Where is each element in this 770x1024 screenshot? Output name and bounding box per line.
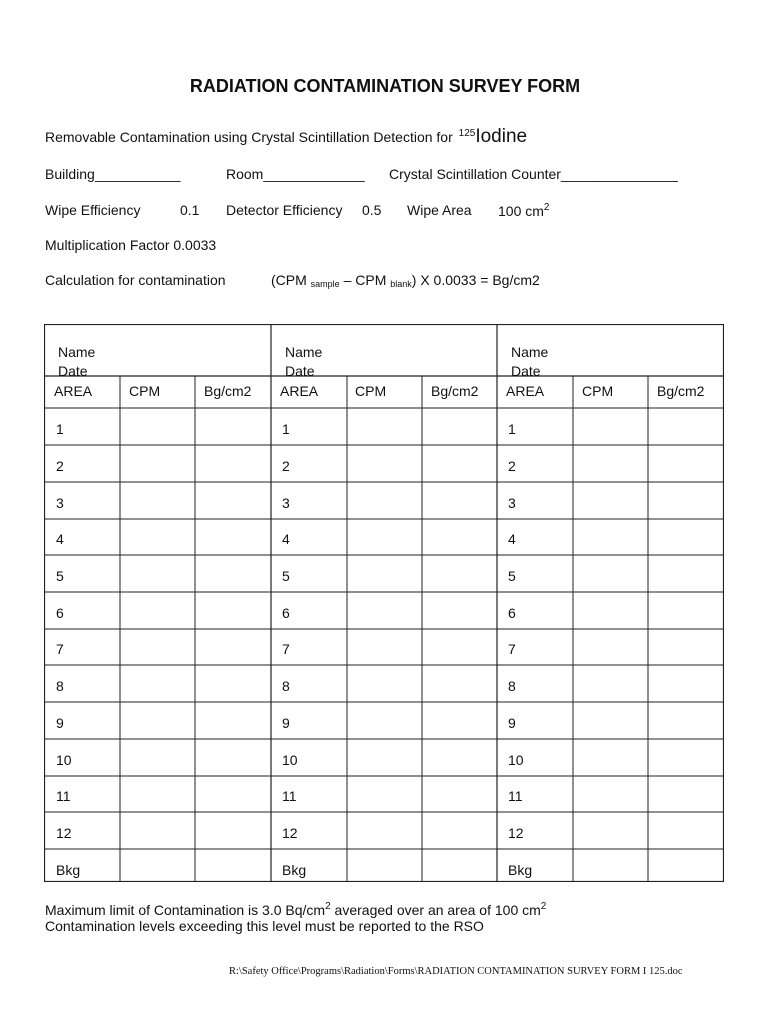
row-label: 2 xyxy=(508,458,516,474)
row-label: 11 xyxy=(56,788,71,804)
calculation-label: Calculation for contamination xyxy=(45,272,226,288)
detector-efficiency-label: Detector Efficiency xyxy=(226,202,343,218)
row-label: Bkg xyxy=(508,862,533,878)
row-label: 11 xyxy=(282,788,297,804)
multiplication-factor: Multiplication Factor 0.0033 xyxy=(45,237,217,253)
reporting-note: Contamination levels exceeding this level must be reported to the RSO xyxy=(45,918,484,934)
group3-date-label: Date xyxy=(511,363,541,379)
row-label: 7 xyxy=(56,641,64,657)
row-label: 12 xyxy=(508,825,524,841)
room-field[interactable]: Room_____________ xyxy=(226,166,365,182)
group1-date-label: Date xyxy=(58,363,88,379)
row-label: 12 xyxy=(56,825,72,841)
group3-area-header: AREA xyxy=(506,383,545,399)
file-path-footer: R:\Safety Office\Programs\Radiation\Forms\RADIATION CONTAMINATION SURVEY FORM I 125.doc xyxy=(229,966,683,977)
isotope-mass: 125 xyxy=(458,128,476,139)
group3-unit-header: Bg/cm2 xyxy=(657,383,705,399)
formula-sample: sample xyxy=(310,279,340,289)
row-label: 9 xyxy=(56,715,64,731)
group1-area-header: AREA xyxy=(54,383,93,399)
row-label: 8 xyxy=(508,678,516,694)
row-label: 9 xyxy=(282,715,290,731)
row-label: 8 xyxy=(56,678,64,694)
row-label: 2 xyxy=(56,458,64,474)
row-label: Bkg xyxy=(282,862,307,878)
group2-area-header: AREA xyxy=(280,383,319,399)
form-title: RADIATION CONTAMINATION SURVEY FORM xyxy=(189,76,581,96)
contamination-limit-note xyxy=(45,901,546,918)
wipe-area-exponent: 2 xyxy=(543,202,550,213)
row-label: 9 xyxy=(508,715,516,731)
row-label: 5 xyxy=(56,568,64,584)
formula-open: (CPM xyxy=(271,272,307,288)
row-label: 3 xyxy=(56,495,64,511)
group1-name-label: Name xyxy=(58,344,96,360)
group3-cpm-header: CPM xyxy=(582,383,614,399)
wipe-efficiency-label: Wipe Efficiency xyxy=(45,202,141,218)
row-label: 5 xyxy=(282,568,290,584)
note1-part-b: averaged over an area of 100 cm xyxy=(330,902,541,918)
row-label: 7 xyxy=(282,641,290,657)
group2-cpm-header: CPM xyxy=(355,383,387,399)
row-label: 7 xyxy=(508,641,516,657)
table-gridlines xyxy=(44,324,724,882)
row-label: 3 xyxy=(282,495,290,511)
survey-table xyxy=(44,324,724,882)
row-label: Bkg xyxy=(56,862,81,878)
wipe-area-label: Wipe Area xyxy=(407,202,472,218)
row-label: 1 xyxy=(282,421,290,437)
wipe-area-value xyxy=(498,202,549,219)
detector-efficiency-value: 0.5 xyxy=(362,202,382,218)
row-label: 6 xyxy=(508,605,516,621)
calculation-formula xyxy=(271,272,540,289)
group1-cpm-header: CPM xyxy=(129,383,161,399)
subtitle-line xyxy=(45,126,527,148)
row-label: 12 xyxy=(282,825,298,841)
counter-field[interactable]: Crystal Scintillation Counter_______________ xyxy=(389,166,678,182)
row-label: 6 xyxy=(282,605,290,621)
note1-exponent: 2 xyxy=(325,901,331,912)
note1-exponent-2: 2 xyxy=(540,901,547,912)
row-label: 4 xyxy=(282,531,290,547)
row-label: 1 xyxy=(508,421,516,437)
row-label: 6 xyxy=(56,605,64,621)
row-label: 2 xyxy=(282,458,290,474)
group2-name-label: Name xyxy=(285,344,323,360)
isotope-name: Iodine xyxy=(475,126,528,147)
row-label: 4 xyxy=(56,531,64,547)
row-label: 5 xyxy=(508,568,516,584)
group3-name-label: Name xyxy=(511,344,549,360)
formula-minus: – CPM xyxy=(343,272,387,288)
subtitle-text: Removable Contamination using Crystal Scintillation Detection for xyxy=(45,129,453,145)
group2-unit-header: Bg/cm2 xyxy=(431,383,479,399)
row-label: 1 xyxy=(56,421,64,437)
wipe-efficiency-value: 0.1 xyxy=(180,202,200,218)
building-field[interactable]: Building___________ xyxy=(45,166,181,182)
row-label: 10 xyxy=(56,752,72,768)
formula-rest: ) X 0.0033 = Bg/cm2 xyxy=(411,272,540,288)
note1-part-a: Maximum limit of Contamination is 3.0 Bq/cm xyxy=(45,902,326,918)
row-label: 3 xyxy=(508,495,516,511)
row-label: 11 xyxy=(508,788,523,804)
row-label: 10 xyxy=(282,752,298,768)
wipe-area-number: 100 cm xyxy=(498,203,544,219)
group2-date-label: Date xyxy=(285,363,315,379)
formula-blank: blank xyxy=(390,279,412,289)
row-label: 4 xyxy=(508,531,516,547)
row-label: 8 xyxy=(282,678,290,694)
group1-unit-header: Bg/cm2 xyxy=(204,383,252,399)
row-label: 10 xyxy=(508,752,524,768)
